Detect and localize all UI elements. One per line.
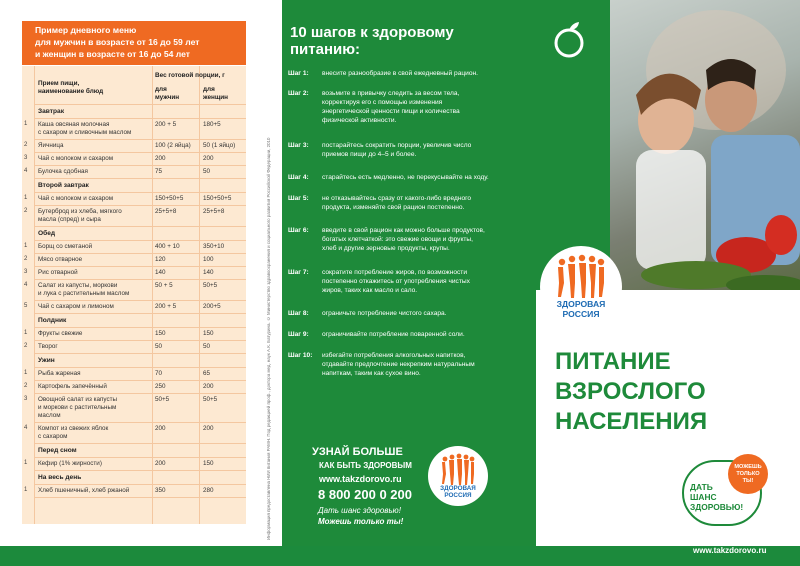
slogan-line: Можешь только ты!	[318, 517, 404, 526]
menu-section-title: Ужин	[38, 357, 55, 364]
menu-dish-name	[38, 142, 156, 150]
website-url-link[interactable]: www.takzdorovo.ru	[693, 546, 767, 555]
menu-women-portion: 150+50+5	[203, 195, 232, 202]
chance-badge	[680, 454, 770, 528]
step-text-line: внесите разнообразие в свой ежедневный рацион.	[322, 70, 478, 77]
menu-dish-name	[38, 155, 156, 163]
menu-dish-line: Фрукты свежие	[38, 330, 83, 337]
table-hline	[34, 422, 246, 423]
learn-more-subheading: КАК БЫТЬ ЗДОРОВЫМ	[319, 461, 412, 470]
col-meal-line: наименование блюд	[38, 88, 104, 95]
title-line: НАСЕЛЕНИЯ	[555, 408, 708, 435]
menu-dish-name	[38, 121, 156, 137]
menu-dish-line: Мясо отварное	[38, 256, 83, 263]
menu-dish-name	[38, 370, 156, 378]
menu-header-line: и женщин в возрасте от 16 до 54 лет	[35, 49, 191, 59]
menu-row-number: 2	[24, 256, 28, 262]
menu-women-portion: 180+5	[203, 121, 221, 128]
menu-dish-line: масла (спред) и сыра	[38, 216, 101, 223]
table-hline	[34, 300, 246, 301]
menu-dish-line: Хлеб пшеничный, хлеб ржаной	[38, 487, 130, 494]
menu-row-number: 2	[24, 343, 28, 349]
menu-men-portion: 25+5+8	[155, 208, 177, 215]
menu-men-portion: 150	[155, 330, 166, 337]
chance-text-line: ДАТЬ	[690, 482, 713, 492]
menu-dish-name	[38, 396, 156, 420]
menu-dish-name	[38, 343, 156, 351]
step-label: Шаг 1:	[288, 70, 309, 77]
menu-dish-name	[38, 487, 156, 495]
menu-dish-name	[38, 460, 156, 468]
menu-dish-line: маслом	[38, 412, 61, 419]
healthy-russia-logo	[428, 446, 488, 506]
apple-icon	[550, 20, 588, 60]
col-men-line: мужчин	[155, 94, 180, 101]
step-label: Шаг 8:	[288, 310, 309, 317]
menu-row-number: 1	[24, 487, 28, 493]
menu-dish-name	[38, 208, 156, 224]
step-text	[322, 351, 532, 378]
menu-men-portion: 120	[155, 256, 166, 263]
menu-row-number: 3	[24, 155, 28, 161]
menu-men-portion: 400 + 10	[155, 243, 180, 250]
menu-dish-name	[38, 269, 156, 277]
step-text	[322, 89, 532, 125]
menu-row-number: 1	[24, 460, 28, 466]
menu-dish-line: Рис отварной	[38, 269, 78, 276]
step-text	[322, 69, 532, 78]
menu-dish-name	[38, 243, 156, 251]
menu-dish-line: Кефир (1% жирности)	[38, 460, 102, 467]
menu-dish-name	[38, 282, 156, 298]
step-text-line: ограничьте потребление чистого сахара.	[322, 310, 447, 317]
menu-section-title: На весь день	[38, 474, 82, 481]
table-vline	[199, 66, 200, 524]
menu-men-portion: 350	[155, 487, 166, 494]
table-hline	[34, 393, 246, 394]
menu-women-portion: 50+5	[203, 282, 218, 289]
step-text	[322, 194, 532, 212]
table-hline	[34, 497, 246, 498]
menu-row-number: 2	[24, 208, 28, 214]
table-hline	[34, 484, 246, 485]
step-text-line: хлеб и другие зерновые продукты, крупы.	[322, 245, 450, 252]
logo-text-line: РОССИЯ	[562, 309, 600, 319]
menu-men-portion: 70	[155, 370, 163, 377]
menu-men-portion: 200	[155, 155, 166, 162]
menu-men-portion: 200 + 5	[155, 121, 177, 128]
table-hline	[34, 279, 246, 280]
col-meal-line: Прием пищи,	[38, 80, 80, 87]
step-text	[322, 330, 532, 339]
menu-dish-name	[38, 168, 156, 176]
title-line: ПИТАНИЕ	[555, 348, 671, 375]
table-hline	[34, 104, 246, 105]
step-label: Шаг 5:	[288, 195, 309, 202]
menu-women-portion: 50	[203, 343, 211, 350]
step-label: Шаг 4:	[288, 174, 309, 181]
step-label: Шаг 2:	[288, 90, 309, 97]
menu-dish-name	[38, 256, 156, 264]
menu-women-portion: 65	[203, 370, 211, 377]
menu-men-portion: 140	[155, 269, 166, 276]
menu-row-number: 1	[24, 121, 28, 127]
table-hline	[34, 152, 246, 153]
step-text-line: постепенно откажитесь от употребления чистых	[322, 278, 470, 285]
table-hline	[34, 192, 246, 193]
step-text-line: напиткам, таким как сухое вино.	[322, 370, 421, 377]
logo-text-line: ЗДОРОВАЯ	[556, 299, 606, 309]
step-text-line: избегайте потребления алкогольных напитков,	[322, 352, 466, 359]
menu-dish-name	[38, 195, 156, 203]
menu-row-number: 3	[24, 396, 28, 402]
col-women-line: женщин	[203, 94, 229, 101]
step-text-line: приемов пищи до 4–5 и более.	[322, 151, 417, 158]
table-hline	[34, 118, 246, 119]
menu-dish-line: Чай с молоком и сахаром	[38, 195, 114, 202]
menu-dish-name	[38, 330, 156, 338]
step-text-line: введите в свой рацион как можно больше продуктов,	[322, 227, 485, 234]
menu-section-title: Полдник	[38, 317, 67, 324]
bottom-bar	[0, 546, 800, 566]
menu-dish-line: Каша овсяная молочная	[38, 121, 110, 128]
menu-dish-line: с сахаром	[38, 433, 68, 440]
menu-dish-line: Компот из свежих яблок	[38, 425, 109, 432]
learn-more-heading: УЗНАЙ БОЛЬШЕ	[312, 446, 403, 458]
menu-section-title: Обед	[38, 230, 56, 237]
step-text-line: корректируя его с помощью изменения	[322, 99, 443, 106]
step-text	[322, 141, 532, 159]
menu-row-number: 4	[24, 168, 28, 174]
healthy-russia-logo-large	[540, 246, 622, 328]
menu-women-portion: 200	[203, 425, 214, 432]
step-text-line: старайтесь есть медленно, не перекусывайте на ходу.	[322, 174, 489, 181]
menu-women-portion: 280	[203, 487, 214, 494]
step-text-line: богатых клетчаткой: это свежие овощи и фрукты,	[322, 236, 473, 243]
menu-row-number: 3	[24, 269, 28, 275]
step-text	[322, 173, 532, 182]
logo-text-line: ЗДОРОВАЯ	[440, 485, 476, 492]
table-vline	[34, 66, 35, 524]
menu-women-portion: 50+5	[203, 396, 218, 403]
chance-bubble-line: ТЫ!	[742, 478, 754, 484]
menu-section-title: Второй завтрак	[38, 182, 89, 189]
menu-dish-line: Картофель запечённый	[38, 383, 107, 390]
menu-dish-line: Булочка сдобная	[38, 168, 88, 175]
step-text-line: отдавайте предпочтение некрепким натуральным	[322, 361, 475, 368]
menu-row-number: 5	[24, 303, 28, 309]
table-hline	[34, 178, 246, 179]
menu-section-title: Перед сном	[38, 447, 77, 454]
menu-men-portion: 50	[155, 343, 163, 350]
menu-dish-line: и моркови с растительным	[38, 404, 117, 411]
menu-row-number: 1	[24, 243, 28, 249]
menu-women-portion: 350+10	[203, 243, 225, 250]
steps-title	[290, 24, 526, 58]
menu-dish-line: Борщ со сметаной	[38, 243, 93, 250]
step-text	[322, 268, 532, 295]
chance-text-line: ЗДОРОВЬЮ!	[690, 502, 744, 512]
menu-men-portion: 100 (2 яйца)	[155, 142, 191, 149]
menu-women-portion: 25+5+8	[203, 208, 225, 215]
menu-row-number: 1	[24, 330, 28, 336]
chance-text-line: ШАНС	[690, 492, 717, 502]
menu-men-portion: 250	[155, 383, 166, 390]
step-text-line: продукта, изменяйте свой рацион постепенно.	[322, 204, 465, 211]
table-hline	[34, 470, 246, 471]
vertical-note: Информация предоставлена НИИ питания РАМН. Под редакцией проф., доктора мед. наук А.К. Батурина. © Министерство здравоохранения и социального развития Российской Федерации, 2010	[266, 137, 271, 540]
menu-header-line: Пример дневного меню	[35, 25, 137, 35]
col-women-line: для	[203, 86, 215, 93]
menu-row-number: 2	[24, 383, 28, 389]
menu-dish-line: Салат из капусты, моркови	[38, 282, 118, 289]
menu-dish-line: с сахаром и сливочным маслом	[38, 129, 132, 136]
menu-dish-line: Чай с сахаром и лимоном	[38, 303, 114, 310]
menu-row-number: 4	[24, 425, 28, 431]
menu-dish-name	[38, 425, 156, 441]
step-label: Шаг 6:	[288, 227, 309, 234]
table-hline	[34, 367, 246, 368]
step-text-line: ограничивайте потребление поваренной соли.	[322, 331, 465, 338]
menu-panel	[0, 0, 271, 566]
menu-men-portion: 200	[155, 460, 166, 467]
title-line: ВЗРОСЛОГО	[555, 378, 706, 405]
menu-women-portion: 150	[203, 460, 214, 467]
hotline-phone: 8 800 200 0 200	[318, 487, 412, 502]
table-hline	[34, 139, 246, 140]
table-hline	[34, 340, 246, 341]
menu-dish-line: Бутерброд из хлеба, мягкого	[38, 208, 122, 215]
menu-men-portion: 75	[155, 168, 163, 175]
menu-women-portion: 50	[203, 168, 211, 175]
menu-men-portion: 50+5	[155, 396, 170, 403]
cover-panel	[536, 0, 800, 546]
steps-title-line: 10 шагов к здоровому	[290, 24, 454, 41]
step-label: Шаг 3:	[288, 142, 309, 149]
menu-women-portion: 50 (1 яйцо)	[203, 142, 236, 149]
step-text-line: физической активности.	[322, 117, 397, 124]
menu-women-portion: 200	[203, 155, 214, 162]
menu-dish-line: Яичница	[38, 142, 64, 149]
step-text-line: жиров, таких как масло и сало.	[322, 287, 418, 294]
table-hline	[34, 205, 246, 206]
menu-dish-name	[38, 383, 156, 391]
chance-bubble-line: ТОЛЬКО	[736, 471, 760, 477]
menu-men-portion: 50 + 5	[155, 282, 173, 289]
slogan-line: Дать шанс здоровью!	[318, 506, 401, 515]
menu-dish-line: Овощной салат из капусты	[38, 396, 118, 403]
step-label: Шаг 7:	[288, 269, 309, 276]
steps-panel	[282, 0, 536, 546]
menu-men-portion: 150+50+5	[155, 195, 184, 202]
steps-title-line: питанию:	[290, 41, 361, 58]
col-men-line: для	[155, 86, 167, 93]
table-hline	[34, 353, 246, 354]
table-hline	[34, 313, 246, 314]
menu-dish-line: Рыба жареная	[38, 370, 81, 377]
menu-row-number: 1	[24, 370, 28, 376]
step-text-line: энергетической ценности пищи и количества	[322, 108, 460, 115]
menu-dish-line: Чай с молоком и сахаром	[38, 155, 114, 162]
menu-dish-line: Творог	[38, 343, 58, 350]
table-hline	[34, 226, 246, 227]
step-label: Шаг 10:	[288, 352, 313, 359]
learn-url-link[interactable]: www.takzdorovo.ru	[319, 474, 402, 484]
chance-bubble-line: МОЖЕШЬ	[734, 464, 762, 470]
menu-table	[22, 66, 246, 524]
brochure-title	[555, 347, 707, 437]
step-text-line: возьмите в привычку следить за весом тела,	[322, 90, 460, 97]
table-hline	[34, 457, 246, 458]
logo-text-line: РОССИЯ	[444, 492, 472, 499]
table-hline	[34, 240, 246, 241]
table-hline	[34, 443, 246, 444]
step-text	[322, 226, 532, 253]
menu-row-number: 2	[24, 142, 28, 148]
menu-header-line: для мужчин в возрасте от 16 до 59 лет	[35, 37, 200, 47]
menu-row-number: 1	[24, 195, 28, 201]
menu-row-number: 4	[24, 282, 28, 288]
logo-text	[428, 485, 488, 499]
step-text-line: сократите потребление жиров, по возможности	[322, 269, 468, 276]
menu-men-portion: 200	[155, 425, 166, 432]
table-hline	[34, 380, 246, 381]
menu-women-portion: 140	[203, 269, 214, 276]
table-hline	[34, 266, 246, 267]
col-men-header	[155, 86, 179, 102]
menu-women-portion: 100	[203, 256, 214, 263]
step-text	[322, 309, 532, 318]
col-women-header	[203, 86, 228, 102]
step-text-line: постарайтесь сократить порции, увеличив число	[322, 142, 472, 149]
step-text-line: не отказывайтесь сразу от какого-либо вредного	[322, 195, 472, 202]
menu-women-portion: 150	[203, 330, 214, 337]
table-hline	[34, 165, 246, 166]
col-weight-header: Вес готовой порции, г	[155, 72, 225, 79]
step-label: Шаг 9:	[288, 331, 309, 338]
col-meal-header	[38, 80, 103, 96]
menu-women-portion: 200	[203, 383, 214, 390]
table-hline	[34, 327, 246, 328]
menu-women-portion: 200+5	[203, 303, 221, 310]
chance-text	[690, 482, 743, 512]
menu-header	[22, 21, 246, 65]
menu-section-title: Завтрак	[38, 108, 64, 115]
apple-logo-icon	[550, 20, 588, 65]
menu-men-portion: 200 + 5	[155, 303, 177, 310]
logo-text	[540, 299, 622, 319]
menu-dish-name	[38, 303, 156, 311]
table-hline	[34, 253, 246, 254]
menu-dish-line: и лука с растительным маслом	[38, 290, 130, 297]
